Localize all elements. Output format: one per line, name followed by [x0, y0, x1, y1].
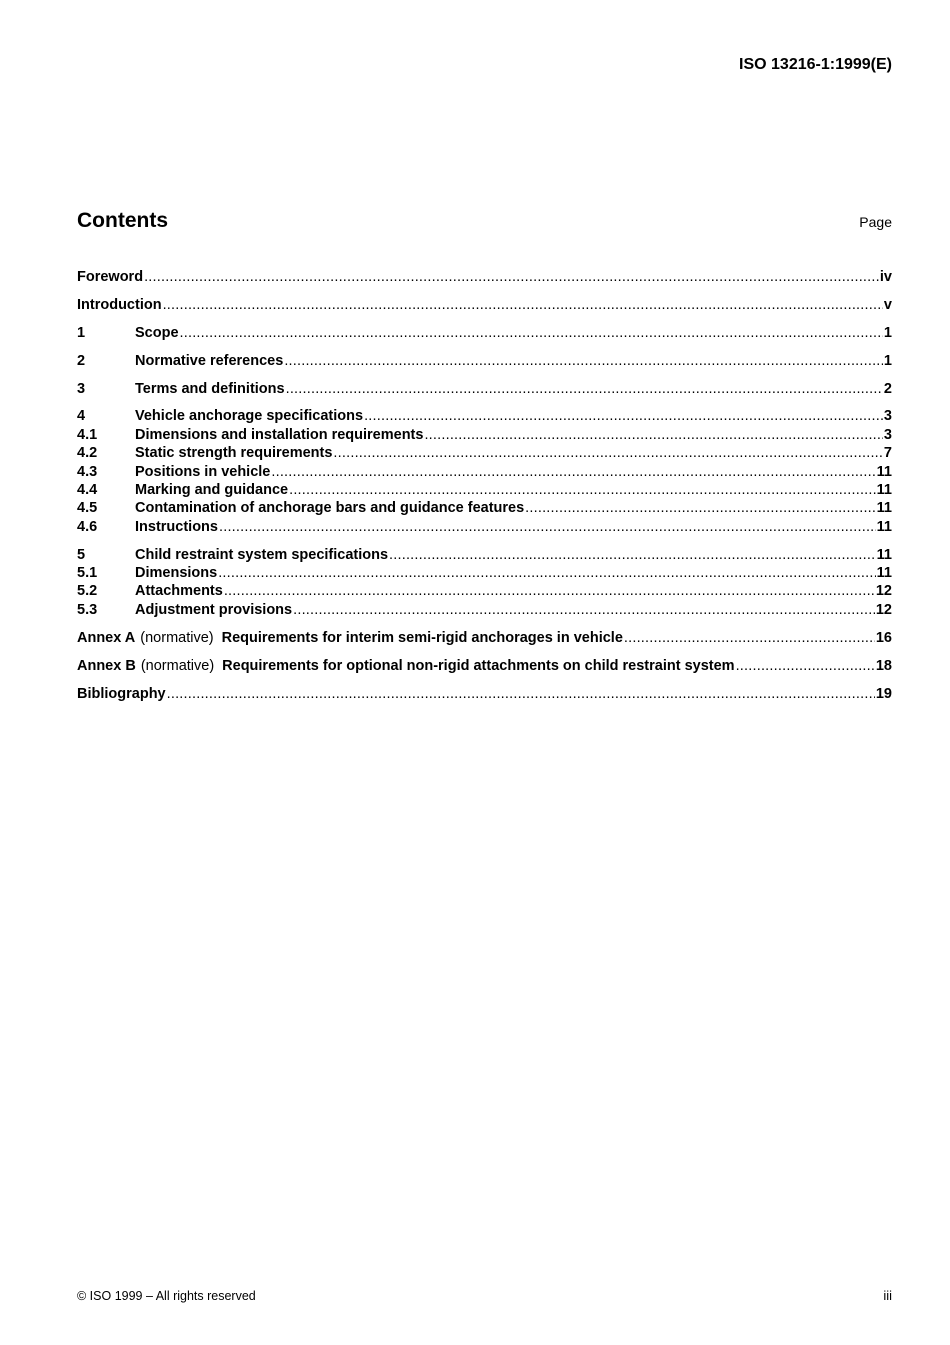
- toc-leader-dots: [624, 629, 875, 647]
- toc-entry-annex-b[interactable]: [77, 657, 892, 675]
- toc-entry-number: 4.4: [77, 482, 98, 499]
- toc-entry-page: 11: [876, 546, 892, 563]
- toc-entry-number: 5.3: [77, 601, 98, 618]
- page-column-label: Page: [859, 214, 892, 230]
- toc-entry-title: Normative references: [135, 352, 284, 369]
- toc-entry-number: 2: [77, 352, 86, 369]
- toc-entry-title: Attachments: [135, 583, 223, 600]
- toc-entry-number: 5.2: [77, 583, 98, 600]
- toc-entry-page: 2: [883, 380, 892, 397]
- toc-entry-page: 3: [883, 408, 892, 425]
- toc-leader-dots: [224, 582, 875, 600]
- toc-leader-dots: [180, 324, 883, 342]
- toc-entry-page: 11: [876, 482, 892, 499]
- toc-leader-dots: [144, 268, 879, 286]
- toc-leader-dots: [736, 657, 875, 675]
- toc-leader-dots: [284, 352, 883, 370]
- toc-entry-title: Dimensions: [135, 565, 218, 582]
- toc-entry-bibliography[interactable]: [77, 685, 892, 703]
- toc-entry-child-restraint-specifications[interactable]: [77, 546, 892, 564]
- toc-entry-page: 1: [883, 352, 892, 369]
- toc-entry-title: Bibliography: [77, 685, 166, 702]
- toc-leader-dots: [271, 463, 875, 481]
- toc-entry-dimensions[interactable]: [77, 564, 892, 582]
- toc-entry-number: 4.2: [77, 445, 98, 462]
- toc-entry-number: 1: [77, 324, 86, 341]
- toc-entry-title: Instructions: [135, 518, 218, 535]
- document-id: ISO 13216-1:1999(E): [739, 56, 892, 73]
- toc-entry-scope[interactable]: [77, 324, 892, 342]
- toc-entry-title: Static strength requirements: [135, 445, 333, 462]
- toc-entry-vehicle-anchorage-specifications[interactable]: [77, 407, 892, 425]
- toc-leader-dots: [364, 407, 883, 425]
- toc-leader-dots: [293, 601, 875, 619]
- toc-entry-title: Requirements for optional non-rigid attachments on child restraint system: [222, 657, 735, 674]
- toc-leader-dots: [525, 499, 876, 517]
- toc-leader-dots: [167, 685, 875, 703]
- toc-entry-attachments[interactable]: [77, 582, 892, 600]
- toc-entry-title: Contamination of anchorage bars and guidance features: [135, 500, 525, 517]
- contents-heading-row: [77, 209, 892, 233]
- toc-entry-page: 3: [883, 426, 892, 443]
- toc-entry-page: 16: [875, 629, 892, 646]
- toc-entry-page: 11: [876, 518, 892, 535]
- toc-entry-page: 19: [875, 685, 892, 702]
- toc-entry-instructions[interactable]: [77, 518, 892, 536]
- toc-entry-number: 4.5: [77, 500, 98, 517]
- toc-leader-dots: [289, 481, 876, 499]
- toc-leader-dots: [389, 546, 876, 564]
- toc-entry-contamination[interactable]: [77, 499, 892, 517]
- toc-entry-title: Marking and guidance: [135, 482, 289, 499]
- toc-entry-adjustment-provisions[interactable]: [77, 601, 892, 619]
- toc-entry-number: 4: [77, 408, 86, 425]
- annex-label: Annex B: [77, 657, 136, 674]
- toc-entry-number: 5.1: [77, 565, 98, 582]
- toc-entry-page: 12: [875, 583, 892, 600]
- contents-title: Contents: [77, 209, 168, 232]
- annex-type: (normative): [140, 629, 214, 646]
- toc-entry-title: Positions in vehicle: [135, 463, 271, 480]
- toc-leader-dots: [333, 444, 883, 462]
- toc-entry-dimensions-and-installation[interactable]: [77, 426, 892, 444]
- toc-entry-foreword[interactable]: [77, 268, 892, 286]
- toc-leader-dots: [286, 380, 883, 398]
- toc-entry-number: 4.3: [77, 463, 98, 480]
- toc-entry-title: Requirements for interim semi-rigid anchorages in vehicle: [221, 629, 623, 646]
- toc-entry-terms-and-definitions[interactable]: [77, 380, 892, 398]
- toc-entry-title: Terms and definitions: [135, 380, 285, 397]
- toc-entry-title: Child restraint system specifications: [135, 546, 389, 563]
- footer-page-number: iii: [883, 1288, 892, 1303]
- toc-entry-static-strength[interactable]: [77, 444, 892, 462]
- toc-entry-title: Adjustment provisions: [135, 601, 293, 618]
- toc-entry-introduction[interactable]: [77, 296, 892, 314]
- table-of-contents: [77, 268, 892, 703]
- toc-entry-positions-in-vehicle[interactable]: [77, 463, 892, 481]
- toc-entry-title: Vehicle anchorage specifications: [135, 408, 364, 425]
- toc-entry-page: 12: [875, 601, 892, 618]
- toc-entry-number: 5: [77, 546, 86, 563]
- toc-entry-title: Foreword: [77, 269, 144, 285]
- footer-copyright: © ISO 1999 – All rights reserved: [77, 1289, 256, 1303]
- toc-entry-annex-a[interactable]: [77, 629, 892, 647]
- toc-entry-page: iv: [879, 269, 892, 285]
- annex-type: (normative): [140, 657, 215, 674]
- toc-entry-number: 4.1: [77, 426, 98, 443]
- toc-entry-page: 11: [876, 500, 892, 517]
- toc-entry-normative-references[interactable]: [77, 352, 892, 370]
- toc-entry-page: 18: [875, 657, 892, 674]
- toc-leader-dots: [424, 426, 882, 444]
- annex-label: Annex A: [77, 629, 136, 646]
- toc-entry-title: Introduction: [77, 296, 162, 313]
- toc-entry-number: 3: [77, 380, 86, 397]
- toc-entry-title: Scope: [135, 324, 179, 341]
- toc-entry-page: 11: [876, 565, 892, 582]
- toc-entry-number: 4.6: [77, 518, 98, 535]
- toc-entry-marking-and-guidance[interactable]: [77, 481, 892, 499]
- toc-leader-dots: [163, 296, 883, 314]
- toc-leader-dots: [219, 518, 876, 536]
- toc-entry-title: Dimensions and installation requirements: [135, 426, 424, 443]
- toc-entry-page: 1: [883, 324, 892, 341]
- toc-entry-page: v: [883, 296, 892, 313]
- toc-entry-page: 7: [883, 445, 892, 462]
- toc-entry-page: 11: [876, 463, 892, 480]
- toc-leader-dots: [218, 564, 875, 582]
